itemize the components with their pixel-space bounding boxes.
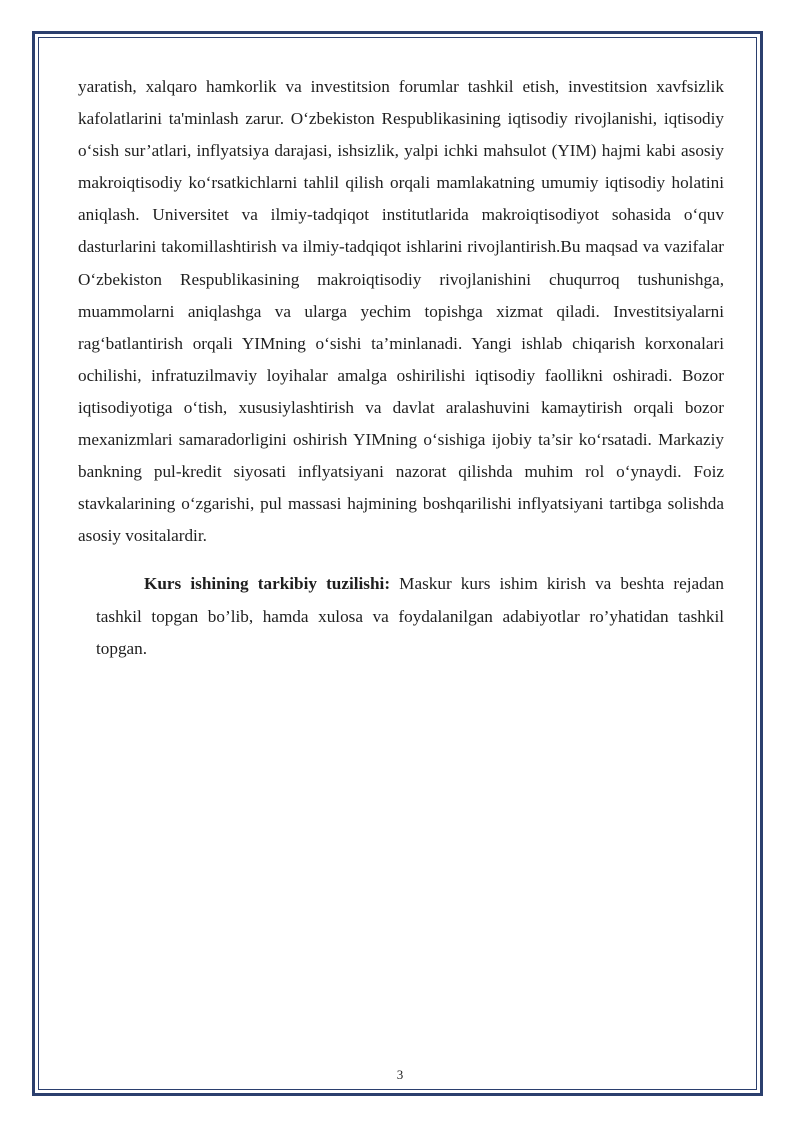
body-paragraph: yaratish, xalqaro hamkorlik va investitsion forumlar tashkil etish, investitsion xavfsizlik kafolatlarini ta'minlash zarur. O‘zbekiston Respublikasining iqtisodiy rivojlanishi, iqtisodiy o‘sish sur’atlari, inflyatsiya darajasi, ishsizlik, yalpi ichki mahsulot (YIM) hajmi kabi asosiy makroiqtisodiy ko‘rsatkichlarni tahlil qilish orqali mamlakatning umumiy iqtisodiy holatini aniqlash. Universitet va ilmiy-tadqiqot institutlarida makroiqtisodiyot sohasida o‘quv dasturlarini takomillashtirish va ilmiy-tadqiqot ishlarini rivojlantirish.Bu maqsad va vazifalar O‘zbekiston Respublikasining makroiqtisodiy rivojlanishini chuqurroq tushunishga, muammolarni aniqlashga va ularga yechim topishga xizmat qiladi. Investitsiyalarni rag‘batlantirish orqali YIMning o‘sishi ta’minlanadi. Yangi ishlab chiqarish korxonalari ochilishi, infratuzilmaviy loyihalar amalga oshirilishi iqtisodiy faollikni oshiradi. Bozor iqtisodiyotiga o‘tish, xususiylashtirish va davlat aralashuvini kamaytirish orqali bozor mexanizmlari samaradorligini oshirish YIMning o‘sishiga ijobiy ta’sir ko‘rsatadi. Markaziy bankning pul-kredit siyosati inflyatsiyani nazorat qilishda muhim rol o‘ynaydi. Foiz stavkalarining o‘zgarishi, pul massasi hajmining boshqarilishi inflyatsiyani tartibga solishda asosiy vositalardir. [78,77,724,546]
structure-heading: Kurs ishining tarkibiy tuzilishi: [144,574,391,594]
structure-paragraph [78,568,724,664]
page-number: 3 [396,1067,404,1082]
page-content [78,71,724,665]
structure-text: Maskur kurs ishim kirish va beshta rejadan tashkil topgan bo’lib, hamda xulosa va foydalanilgan adabiyotlar ro’yhatidan tashkil topgan. [96,574,724,658]
